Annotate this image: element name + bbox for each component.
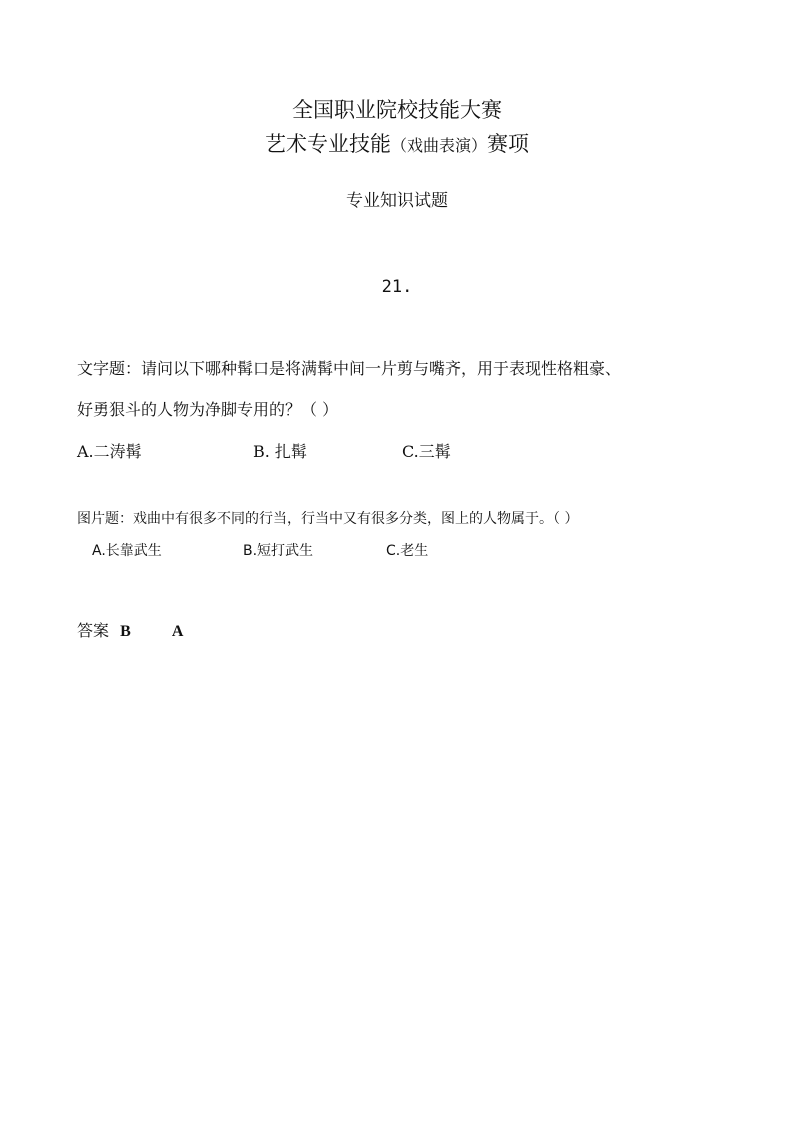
picture-option-c: C.老生 [386,543,429,559]
title-paren: （戏曲表演） [390,136,487,155]
text-option-c: C.三髯 [402,442,451,461]
page-title-line2 [0,130,794,160]
page-subtitle: 专业知识试题 [346,191,448,211]
text-question-line1: 文字题：请问以下哪种髯口是将满髯中间一片剪与嘴齐，用于表现性格粗豪、 [77,359,622,378]
answer-label: 答案 [77,621,110,640]
picture-question: 图片题：戏曲中有很多不同的行当，行当中又有很多分类，图上的人物属于。（ ） [77,511,579,527]
answer-value-2: A [171,623,184,640]
text-option-b: B. 扎髯 [253,442,307,461]
picture-option-b: B.短打武生 [243,543,314,559]
text-option-a: A.二涛髯 [77,442,142,461]
question-number: 21. [381,277,413,297]
title-main: 艺术专业技能 [264,132,391,156]
answer-line [77,619,183,644]
picture-option-a: A.长靠武生 [92,543,162,559]
title-end: 赛项 [487,132,529,156]
answer-value-1: B [120,623,131,640]
text-question-line2: 好勇狠斗的人物为净脚专用的？（ ） [77,400,339,419]
page-title: 全国职业院校技能大赛 [292,98,502,122]
